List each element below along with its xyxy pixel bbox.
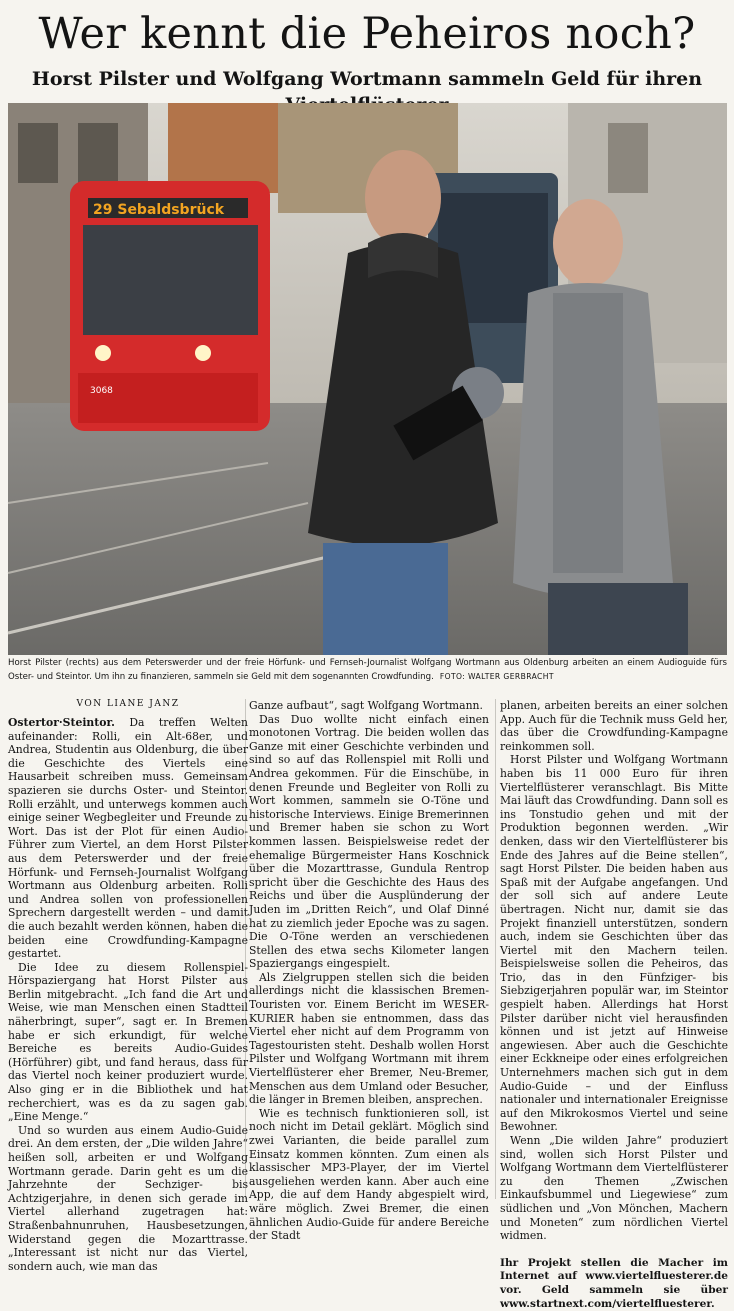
subheadline: Horst Pilster und Wolfgang Wortmann sammeln Geld für ihren <box>31 68 703 90</box>
caption-text: Horst Pilster (rechts) aus dem Peterswerder und der freie Hörfunk- und Fernseh-Journalist Wolfgang Wortmann aus Oldenburg arbeiten an einem Audioguide fürs Oster- und Steintor. Um ihn zu finanzieren, sammeln sie Geld mit dem sogenannten Crowdfunding. <box>8 658 727 682</box>
article-column-1 <box>8 716 248 1273</box>
article-paragraph: Wie es technisch funktionieren soll, ist noch nicht im Detail geklärt. Möglich sind zwei Varianten, die beide parallel zum Einsatz kommen könnten. Zum einen als klassischer MP3-Player, der im Viertel ausgeliehen werden kann. Aber auch eine App, die auf dem Handy abgespielt wird, wäre möglich. Zwei Bremer, die einen ähnlichen Audio-Guide für andere Bereiche der Stadt <box>249 1106 489 1243</box>
headline: Wer kennt die Peheiros noch? <box>38 9 696 59</box>
article-column-3 <box>500 699 728 1311</box>
article-paragraph: Wenn „Die wilden Jahre“ produziert sind, wollen sich Horst Pilster und Wolfgang Wortmann dem Viertelflüsterer zu den Themen „Zwischen Einkaufsbummel und Liegewiese“ zum südlichen und „Von Mönchen, Machern und Moneten“ zum nördlichen Viertel widmen. <box>500 1134 728 1243</box>
byline: VON LIANE JANZ <box>76 699 180 709</box>
info-box: Ihr Projekt stellen die Macher im Internet auf www.viertelfluesterer.de vor. Geld sammeln sie über www.startnext.com/viertelfluesterer. <box>500 1256 728 1310</box>
article-paragraph: Und so wurden aus einem Audio-Guide drei. An dem ersten, der „Die wilden Jahre“ heißen soll, arbeiten er und Wolfgang Wortmann gerade. Darin geht es um die Jahrzehnte der Sechziger- bis Achtzigerjahre, in denen sich gerade im Viertel allerhand zugetragen hat: Straßenbahnunruhen, Hausbesetzungen, Widerstand gegen die Mozarttrasse. „Interessant ist nicht nur das Viertel, sondern auch, wie man das <box>8 1123 248 1273</box>
tram-destination-sign: 29 Sebaldsbrück <box>93 202 225 218</box>
column-divider <box>495 699 496 1199</box>
article-paragraph: Ostertor·Steintor. Da treffen Welten aufeinander: Rolli, ein Alt-68er, und Andrea, Studentin aus Oldenburg, die über die Geschichte des Viertels eine Hausarbeit schreiben muss. Gemeinsam spazieren sie durchs Oster- und Steintor. Rolli erzählt, und unterwegs kommen auch einige seiner Wegbegleiter und Freunde zu Wort. Das ist der Plot für einen Audio-Führer zum Viertel, an dem Horst Pilster aus dem Peterswerder und der freie Hörfunk- und Fernseh-Journalist Wolfgang Wortmann aus Oldenburg arbeiten. Rolli und Andrea sollen von professionellen Sprechern dargestellt werden – und damit die auch bezahlt werden können, haben die beiden eine Crowdfunding-Kampagne gestartet. <box>8 716 248 961</box>
article-paragraph: planen, arbeiten bereits an einer solchen App. Auch für die Technik muss Geld her, das über die Crowdfunding-Kampagne reinkommen soll. <box>500 699 728 753</box>
article-photo <box>8 103 727 655</box>
dateline: Ostertor·Steintor. <box>8 716 115 729</box>
tram-number: 3068 <box>90 386 113 396</box>
photo-caption <box>8 657 727 684</box>
article-paragraph: Als Zielgruppen stellen sich die beiden allerdings nicht die klassischen Bremen-Touristen vor. Einem Bericht im WESER-KURIER haben sie entnommen, dass das Viertel eher nicht auf dem Programm von Tagestouristen steht. Deshalb wollen Horst Pilster und Wolfgang Wortmann mit ihrem Viertelflüsterer eher Bremer, Neu-Bremer, Menschen aus dem Umland oder Besucher, die länger in Bremen bleiben, ansprechen. <box>249 970 489 1107</box>
article-column-2 <box>249 699 489 1243</box>
article-paragraph: Die Idee zu diesem Rollenspiel-Hörspaziergang hat Horst Pilster aus Berlin mitgebracht. „Ich fand die Art und Weise, wie man Menschen einen Stadtteil näherbringt, super“, sagt er. In Bremen habe er sich erkundigt, für welche Bereiche es bereits Audio-Guides (Hörführer) gibt, und fand heraus, dass für das Viertel noch keiner produziert wurde. Also ging er in die Bibliothek und hat recherchiert, was es da zu sagen gab. „Eine Menge.“ <box>8 960 248 1124</box>
photo-credit: FOTO: WALTER GERBRACHT <box>439 672 554 681</box>
article-paragraph: Ganze aufbaut“, sagt Wolfgang Wortmann. <box>249 699 483 712</box>
article-paragraph: Das Duo wollte nicht einfach einen monotonen Vortrag. Die beiden wollen das Ganze mit einer Geschichte verbinden und sind so auf das Rollenspiel mit Rolli und Andrea gekommen. Für die Einschübe, in denen Freunde und Begleiter von Rolli zu Wort kommen, sammeln sie O-Töne und historische Interviews. Einige Bremerinnen und Bremer haben sie schon zu Wort kommen lassen. Beispielsweise redet der ehemalige Bürgermeister Hans Koschnick über die Mozarttrasse, Gundula Rentrop spricht über die Geschichte des Haus des Reichs und über die Ausplünderung der Juden im „Dritten Reich“, und Olaf Dinné hat zu ziemlich jeder Epoche was zu sagen. Die O-Töne werden an verschiedenen Stellen des etwa sechs Kilometer langen Spaziergangs eingespielt. <box>249 712 489 971</box>
article-paragraph: Horst Pilster und Wolfgang Wortmann haben bis 11 000 Euro für ihren Viertelflüsterer veranschlagt. Bis Mitte Mai läuft das Crowdfunding. Dann soll es ins Tonstudio gehen und mit der Produktion begonnen werden. „Wir denken, dass wir den Viertelflüsterer bis Ende des Jahres auf die Beine stellen“, sagt Horst Pilster. Die beiden haben aus Spaß mit der Aufgabe angefangen. Und der soll sich auf andere Leute übertragen. Nicht nur, damit sie das Projekt finanziell unterstützen, sondern auch, indem sie Geschichten über das Viertel mit den Machern teilen. Beispielsweise sollen die Peheiros, das Trio, das in den Fünfziger- bis Siebzigerjahren populär war, im Steintor gespielt haben. Allerdings hat Horst Pilster darüber nicht viel herausfinden können und ist jetzt auf Hinweise angewiesen. Aber auch die Geschichte einer Eckkneipe oder eines erfolgreichen Unternehmers machen sich gut in dem Audio-Guide – und der Einfluss nationaler und internationaler Ereignisse auf den Mikrokosmos Viertel und seine Bewohner. <box>500 753 728 1134</box>
